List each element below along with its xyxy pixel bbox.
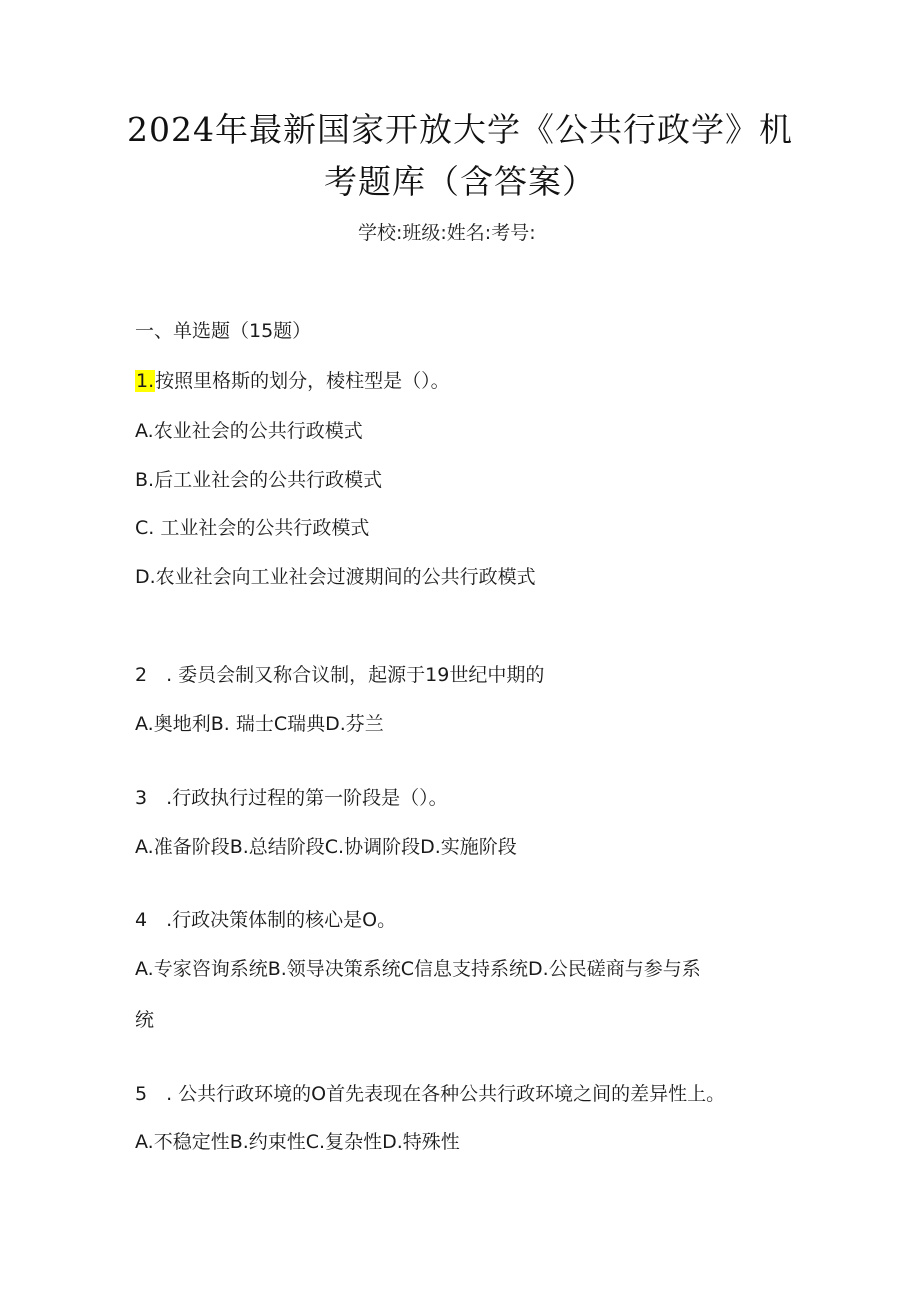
question-4-options-line-2: 统 <box>135 1009 155 1031</box>
question-1-option-c: C. 工业社会的公共行政模式 <box>135 517 370 539</box>
question-3-stem: 3 .行政执行过程的第一阶段是（）。 <box>135 787 448 809</box>
question-1 <box>135 368 450 394</box>
question-3-options: A.准备阶段B.总结阶段C.协调阶段D.实施阶段 <box>135 836 517 858</box>
question-4-stem: 4 .行政决策体制的核心是O。 <box>135 909 397 931</box>
question-5-options: A.不稳定性B.约束性C.复杂性D.特殊性 <box>135 1131 460 1153</box>
question-2-stem: 2 . 委员会制又称合议制，起源于19世纪中期的 <box>135 664 545 686</box>
question-1-option-b: B.后工业社会的公共行政模式 <box>135 469 383 491</box>
question-5-stem: 5 . 公共行政环境的O首先表现在各种公共行政环境之间的差异性上。 <box>135 1083 726 1105</box>
student-info-fields: 学校:班级:姓名:考号: <box>358 222 536 244</box>
section-heading: 一、单选题（15题） <box>135 320 312 342</box>
document-title-line-1: 2024年最新国家开放大学《公共行政学》机 <box>127 110 793 149</box>
question-1-option-a: A.农业社会的公共行政模式 <box>135 420 363 442</box>
question-4-options-line-1: A.专家咨询系统B.领导决策系统C信息支持系统D.公民磋商与参与系 <box>135 958 701 980</box>
question-1-stem: 按照里格斯的划分，棱柱型是（）。 <box>155 370 450 392</box>
question-2-options: A.奥地利B. 瑞士C瑞典D.芬兰 <box>135 713 384 735</box>
question-1-option-d: D.农业社会向工业社会过渡期间的公共行政模式 <box>135 566 536 588</box>
question-1-number-highlight: 1. <box>136 370 155 392</box>
document-title-line-2: 考题库（含答案） <box>324 162 596 201</box>
